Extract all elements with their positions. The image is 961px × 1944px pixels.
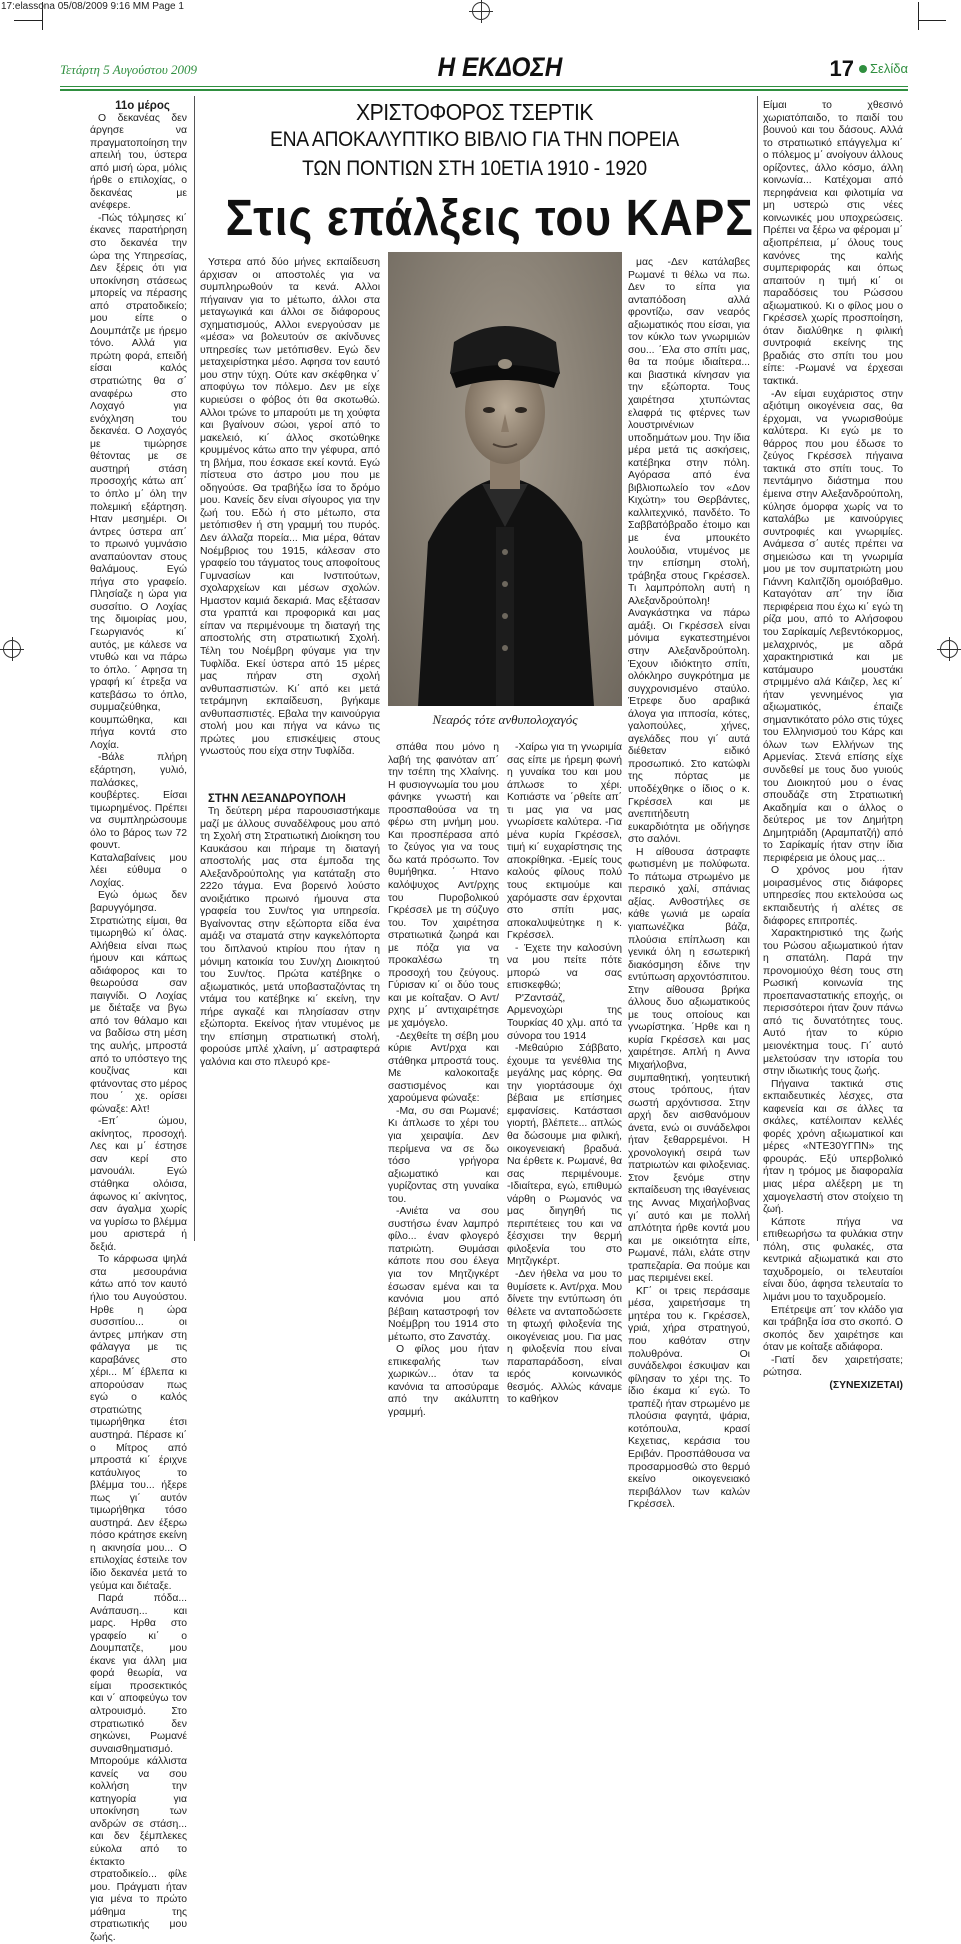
paragraph: Εγώ όμως δεν βαρυγγόμησα. Στρατιώτης είμαι, θα τιμωρηθώ κι΄ όλας. Αλήθεια είναι πως ήμουν και κάπως αδιάφορος και το θεωρούσα σαν παιγνίδι. Ο Λοχίας με διέταξε να βγω από τον θάλαμο και να βαδίσω στη μέση της αυλής, μπροστά από το υπόστεγο της κουζίνας και φτάνοντας στο μέρος που ΄ χε. ορίσει φώναξε: Αλτ! bbox=[90, 890, 187, 1115]
paragraph: -Αν είμαι ευχάριστος στην αξιότιμη οικογένεια σας, θα έρχομαι, να γνωρισθούμε καλύτερα. Κι εγώ με το θάρρος που μου έδωσε το ζεύγος Γκρέσσελ πήγαινα τακτικά στο σπίτι τους. Το πεντάμηνο διάστημα που έμεινα στην Αλεξανδρούπολη, κύλησε όμορφα χωρίς να το καταλάβω με καινούργιες συντροφιές και γνωριμίες. Ανάμεσα σ΄ αυτές πρέπει να σημειώσω και τη γνωριμία μου με τον συμπατριώτη μου Γιάννη Καλιτζίδη ομοιόβαθμο. Καταγόταν απ΄ την ίδια περιφέρεια που έχω κι΄ εγώ τη ρίζα μου, από το Αλήσοφου του Σαρίκαμίς Λεβεντόκορμος, μελαχρινός, με αδρά χαρακτηριστικά και με κατάμαυρο μουστάκι στριμμένο αλά Κάιζερ, λες κι΄ ήταν γεννημένος για αξιωματικός, έπαιζε σημαντικότατο ρόλο στις τύχες του Ελληνισμού του Κάρς και όλων των Ελλήνων της Αρμενίας. Στενά επίσης είχε συνδεθεί με τους δυο γυιούς του Διοικητού μου ο ένας σπουδάζε στη Στρατιωτική Ακαδημία και ο άλλος ο δεύτερος με τον Δημήτρη Δημητριάδη (Αραμπατζή) από το Σαρίκαμίς ήταν στην ίδια περιφέρεια με όλους μας... bbox=[763, 388, 903, 864]
paragraph: -Ανιέτα να σου συστήσω έναν λαμπρό φίλο... έναν φλογερό πατριώτη. Θυμάσαι κάποτε που σου έλεγα για τον Μητζιγκέρτ έσωσαν εμένα και τα κανόνια μου από βέβαιη καταστροφή τον Νοέμβρη του 1914 στο μέτωπο, στο Ζανστάχ. bbox=[388, 1206, 499, 1343]
column-divider bbox=[194, 96, 195, 1241]
paragraph: Το κάρφωσα ψηλά στα μεσουράνια κάτω από τον καυτό ήλιο του Αυγούστου. Ηρθε η ώρα συσσιτίου... οι άντρες μπήκαν στη φάλαγγα με τις καραβάνες στο χέρι... Μ΄ έβλεπα κι απορούσαν πως εγώ ο καλός στρατιώτης τιμωρήθηκα έτσι αυστηρά. Πέρασε κι΄ ο Μίτρος από μπροστά κι΄ έριχνε κατάυλιγος το βλέμμα του... ήξερε πως γι΄ αυτόν τιμωρήθηκα τόσο αυστηρά. Δεν έξερω πόσο κράτησε εκείνη η ακινησία μου... Ο επιλοχίας έστειλε τον ίδιο δεκανέα μετά το γεύμα και διέταξε. bbox=[90, 1254, 187, 1592]
crop-mark bbox=[42, 2, 43, 30]
page-word: Σελίδα bbox=[870, 61, 908, 76]
article-author: ΧΡΙΣΤΟΦΟΡΟΣ ΤΣΕΡΤΙΚ bbox=[355, 99, 594, 125]
paragraph: Ο χρόνος μου ήταν μοιρασμένος στις διάφορες υπηρεσίες που εκτελούσα ως εκπαιδευτής ή αλέτες σε διάφορες επιτροπές. bbox=[763, 865, 903, 927]
page-number: 17 bbox=[829, 56, 855, 81]
portrait-illustration bbox=[388, 252, 622, 706]
page-header bbox=[60, 52, 908, 86]
paragraph: Είμαι το χθεσινό χωριατόπαιδο, το παιδί του βουνού και του δάσους. Αλλά το στρατιωτικό επάγγελμα κι΄ ο πόλεμος μ΄ ανοίγουν άλλους ορίζοντες, άλλο κόσμο, άλλη κοινωνία... Κατέχομαι από περηφάνεια και φιλοτιμία να μη υστερώ στις νέες κοινωνικές μου υποχρεώσεις. Πρέπει να ξέρω να φέρομαι μ΄ αξιοπρέπεια, μ΄ όλους τους κανόνες της καλής συμπεριφοράς και όπως απαιτούν η τιμή κι΄ οι παραδόσεις του Ρώσσου αξιωματικού. Κι ο φίλος μου ο Γκρέσσελ χωρίς προσποίηση, όταν διαλύθηκε η φιλική συντροφιά εκείνης της βραδιάς στο σπίτι του μου είπε: -Ρωμανέ να έρχεσαι τακτικά. bbox=[763, 100, 903, 388]
paragraph: ΚΓ΄ οι τρεις περάσαμε μέσα, χαιρετήσαμε τη μητέρα του κ. Γκρέσσελ, γριά, χήρα στρατηγού, που καθόταν στην πολυθρόνα. Οι συνάδελφοι έσκυψαν και φίλησαν το χέρι της. Το ίδιο έκαμα κι΄ εγώ. Το τραπέζι ήταν στρωμένο με πλούσια φαγητά, ψάρια, κοτόπουλα, κρασί Κεχετιας, κεράσια του Εριβάν. Προσπάθουσα να προσαρμοσθώ στο θερμό εκείνο οικογενειακό περιβάλλον των καλών Γκρέσσελ. bbox=[628, 1285, 750, 1511]
crop-mark bbox=[918, 20, 946, 21]
article-column-2-upper bbox=[200, 257, 380, 791]
paragraph: Χαρακτηριστικό της ζωής του Ρώσου αξιωματικού ήταν η σπατάλη. Παρά την προνομιούχο θέση τους στη Ρωσική κοινωνία της προεπαναστατικής εποχής, οι περισσότεροι ήταν ζουν πάνω από τις δυνατότητες τους. Αυτό ήταν το κύριο μειονέκτημα τους. Γι΄ αυτό μελετούσαν την ιστορία του στην ιδιωτικής τους ζωής. bbox=[763, 928, 903, 1078]
paragraph: σπάθα που μόνο η λαβή της φαινόταν απ΄ την τσέπη της Χλαίνης. Η φυσιογνωμία του μου φάνηκε γνωστή και προσπαθούσα να τη φέρω στη μνήμη μου. Και προσπέρασα από το ζεύγος για να τους δω κατά πρόσωπο. Τον θυμήθηκα. ΄ Ητανο καλόψυχος Αντ/ρχης του Πυροβολικού Γκρέσσελ με τη σύζυγο του. Τον χαιρέτησα στρατιωτικά ζωηρά και με πόζα για να προκαλέσω τη προσοχή του ζεύγους. Γύρισαν κι΄ οι δύο τους και με κοίταξαν. Ο Αντ/ρχης μ΄ αντιχαιρέτησε με χαμόγελο. bbox=[388, 742, 499, 1030]
paragraph: -Βάλε πλήρη εξάρτηση, γυλιό, παλάσκες, κουβέρτες. Είσαι τιμωρημένος. Πρέπει να συμπληρώσουμε όλο το βάρος των 72 φουντ. Καταλαβαίνεις μου λέει εύθυμα ο Λοχίας. bbox=[90, 752, 187, 889]
paragraph: Υστερα από δύο μήνες εκπαίδευση άρχισαν οι αποστολές για να συμπληρωθούν τα κενά. Αλλοι πήγαιναν για το μέτωπο, άλλοι στα μεταγωγικά και άλλοι σε διάφορους σχηματισμούς, Αλλοι ενεργούσαν με «μέσα» να βολευτούν σε ακίνδυνες υπηρεσίες των μετόπισθεν. Εγώ δεν μεταχειρίστηκα μέσο. Αφησα τον εαυτό μου στην τύχη. Ούτε καν σκέφθηκα ν΄ αποφύγω τον πόλεμο. Δεν με είχε κυριεύσει ο φόβος ότι θα σκοτωθώ. Αλλοι τρώνε το μπαρούτι με τη χούφτα και βγαίνουν σώοι, γεροί από το μακελειό, κι΄ άλλος σκοτώθηκε κρυμμένος κάτω απο την γέφυρα, από τη βλήμα, που έσκασε εκεί κοντά. Εγώ πίστευα στο άστρο μου που με οδηγούσε. Θα τραβήξω ίσα το δρόμο μου. Κανείς δεν είναι σίγουρος για την ζωή του. Εδώ ή στο μέτωπο, στα μετόπισθεν ή στη γραμμή του πυρός. Δεν άλλαζα πορεία... Μια μέρα, θάταν Νοέμβριος του 1915, κάλεσαν στο γραφείο του τάγματος τους αποφοίτους Γυμνασίων και Ινστιτούτων, σχολαρχείων και μέσων σχολών. Ημαστον καμιά δεκαριά. Μας εξέτασαν στα γραπτά και προφορικά και μας είπαν να περιμένουμε τη διαταγή της αποστολής στη στρατιωτική Σχολή. Τέλη του Νοέμβρη φύγαμε για την Τυφλίδα. Εκεί ύστερα από 15 μέρες μας πήραν στη σχολή ανθυπασπιστών. Κι΄ από κει μετά τετράμηνη εκπαίδευση, βγήκαμε ανθυπασπιστές. Εβαλα την καινούργια στολή μου και πήγα να κάνω τις πρώτες μου επισκέψεις στους γνωστούς που είχα στην Τυφλίδα. bbox=[200, 257, 380, 758]
continued-label: (ΣΥΝΕΧΙΖΕΤΑΙ) bbox=[829, 1379, 903, 1391]
article-column-6 bbox=[763, 100, 903, 1391]
article-column-4 bbox=[507, 742, 622, 1406]
bullet-icon bbox=[859, 65, 867, 73]
paragraph: -Δεν ήθελα να μου το θυμίσετε κ. Αντ/ρχα. Μου δίνετε την εντύπωση ότι θέλετε να ανταποδώσετε τη φτωχή φιλοξενία της οικογένειας μου. Για μας η φιλοξενία που είναι παραπαράδοση, είναι ιερός κοινωνικός θεσμός. Αλλώς κάναμε το καθήκον bbox=[507, 1268, 622, 1406]
registration-mark-icon bbox=[472, 2, 490, 20]
paragraph: Ο δεκανέας δεν άργησε να πραγματοποίηση την απειλή του, ύστερα από μισή ώρα, μόλις ήρθε ο επιλοχίας, ο δεκανέας με ανέφερε. bbox=[90, 112, 187, 212]
paragraph: Ρ'Ζαντσάζ, Αρμενοχώρι της Τουρκίας 40 χλμ. από τα σύνορα του 1914 bbox=[507, 992, 622, 1042]
issue-date: Τετάρτη 5 Αυγούστου 2009 bbox=[60, 62, 198, 77]
paragraph: -Μα, συ σαι Ρωμανέ; Κι άπλωσε το χέρι του για χειραψία. Δεν περίμενα να σε δω τόσο γρήγορα αξιωματικό και γυρίζοντας στη γυναίκα του. bbox=[388, 1105, 499, 1205]
paragraph: Πήγαινα τακτικά στις εκπαιδευτικές λέσχες, στα καφενεία και σε άλλες τα σκάλες, κατέλοιπαν κελλές φορές χρόνη αξιωματικοί και μέρες «ΝΤΕ30ΥΓΠΝ» της φρουράς. Εξύ υπερβολικό ήταν η τρόμος με διαφοραλία μιας μέρα αλέξερη με τη χαμογελαστή στον στοίχειο τη ζωή. bbox=[763, 1078, 903, 1216]
paragraph: -Επ΄ ώμου, ακίνητος, προσοχή. Λες και μ΄ έστησε σαν κερί στο μανουάλι. Εγώ στάθηκα ολόισα, άφωνος κι΄ ακίνητος, σαν άγαλμα χωρίς να γυρίσω το βλέμμα μου αριστερά ή δεξιά. bbox=[90, 1116, 188, 1253]
article-subtitle-line-1: ΕΝΑ ΑΠΟΚΑΛΥΠΤΙΚΟ ΒΙΒΛΙΟ ΓΙΑ ΤΗΝ ΠΟΡΕΙΑ bbox=[269, 128, 680, 151]
paragraph: Η αίθουσα άστραφτε φωτισμένη με πολύφωτα. Το πάτωμα στρωμένο με περσικό χαλί, σπάνιας αξίας. Ανθοστήλες σε κάθε γωνιά με ωραία γιαπωνέζικα βάζα, πλούσια επίπλωση και γενικά όλη η εσωτερική διακόσμηση έδινε την εντύπωση αρχοντόσπιτου. Στην αίθουσα βρήκα άλλους δυο αξιωματικούς με τους οποίους και γνωρίστηκα. ΄Ηρθε και η κυρία Γκρέσσελ και μας χαιρέτησε. Απλή η Αννα Μιχαήλοβνα, συμπαθητική, γοητευτική στους τρόπους, ήταν σωστή αρχόντισσα. Στην αρχή δεν αισθανόμουν άνετα, ενώ οι συνάδελφοι ήταν ξεθαρρεμένοι. Η χρονολογική σειρά των πατριωτών και φιλοξενιας. Στον ξενόμε στην εκπαίδευση της ιθαγένειας της Αννας Μιχαήλοβνας γι΄ αυτό και με πολλή απλότητα ήρθε κοντά μου και με οικειότητα είπε, Ρωμανέ, πάλι, ελάτε στην τραπεζαρία. Θα πούμε και μας περιμένει εκεί. bbox=[628, 846, 750, 1285]
crop-mark bbox=[918, 2, 919, 30]
article-column-2-lower bbox=[200, 793, 380, 1248]
paragraph: Κάποτε πήγα να επιθεωρήσω τα φυλάκια στην πόλη, στις φυλακές, στα κεντρικά αξιωματικά και στο ταχυδρομείο, οι τελευταίοι είναι δύο, άφησα τελευταία το λιμάνι μου το ταχυδρομείο. bbox=[763, 1216, 903, 1303]
article-column-5 bbox=[628, 257, 750, 1511]
registration-mark-icon bbox=[940, 640, 958, 658]
header-rule bbox=[60, 89, 908, 91]
paragraph: Ο φίλος μου ήταν επικεφαλής των χωρικών... όταν τα κανόνια τα αποσύραμε από την ακάλυπτη γραμμή. bbox=[388, 1344, 499, 1418]
paragraph: -Μεθαύριο Σάββατο, έχουμε τα γενέθλια της μεγάλης μας κόρης. Θα την γιορτάσουμε όχι βέβαια με επίσημες εμφανίσεις. Κατάστασι γιορτή, βλέπετε... απλώς θα δώσουμε μια φιλική, οικογενειακή βραδυά. Να έρθετε κ. Ρωμανέ, θα σας περιμένουμε. -Ιδιαίτερα, εγώ, επιθυμώ νάρθη ο Ρωμανός να μας διηγηθή τις περιπέτειες του και να ξέσχισει την θερμή φιλοξενία του στο Μητζιγκέρτ. bbox=[507, 1043, 622, 1268]
paragraph: -Γιατί δεν χαιρετήσατε; ρώτησα. bbox=[763, 1354, 903, 1379]
section-heading: ΣΤΗΝ ΛΕΞΑΝΔΡΟΥΠΟΛΗ bbox=[208, 793, 346, 805]
crop-mark bbox=[14, 20, 42, 21]
paragraph: Επέτρεψε απ΄ τον κλάδο για και τράβηξα ίσα στο σκοπό. Ο σκοπός δεν χαιρέτησε και όταν με κοίταξε αδιάφορα. bbox=[763, 1304, 903, 1354]
paragraph: - Έχετε την καλοσύνη να μου πείτε πότε μπορώ να σας επισκεφθώ; bbox=[507, 942, 622, 992]
paragraph: -Πώς τόλμησες κι΄ έκανες παρατήρηση στο δεκανέα την ώρα της Υπηρεσίας, Δεν ξέρεις ότι για υποκίνηση στάσεως μπορείς να πέρασης από στρατοδικείο; μου είπε ο Δουμπάτζε με ήρεμο τόνο. Αλλά για πρώτη φορά, επειδή είσαι καλός στρατιώτης θα σ΄ αναφέρω στο Λοχαγό για ενόχληση του δεκανέα. Ο Λοχαγός με τιμώρησε θέτοντας με σε αυστηρή στάση προσοχής κάτω απ΄ το όπλο μ΄ όλη την πολεμική εξάρτηση. Ηταν μεσημέρι. Οι άντρες ύστερα απ΄ το πρωινό γυμνάσιο αναπαύονταν στους θαλάμους. Εγώ πήγα στο γραφείο. Πλησίαζε η ώρα για συσσίτιο. Ο Λοχίας της διμοιρίας μου, Γεωργιανός κι΄ αυτός, με κάλεσε να ντυθώ και να πάρω το όπλο. ΄ Αφησα τη γραφή κι΄ έτρεξα να κατεβάσω το όπλο, συμμαζεύθηκα, κουμπώθηκα, και πήγα κοντά στο Λοχία. bbox=[90, 212, 187, 751]
paragraph: Παρά πόδα... Ανάπαυση... και μαρς. Ηρθα στο γραφείο κι΄ ο Δουμπατζε, μου έκανε για άλλη μια φορά θεωρία, να είμαι προσεκτικός και ν΄ αποφεύγω τον αλτρουισμό. Στο στρατιωτικό δεν σηκώνει, Ρωμανέ συναισθηματισμό. Μπορούμε κάλλιστα κανείς να σου κολλήση την κατηγορία για υποκίνηση των ανδρών σε στάση... και δεν ξέμπλεκες εύκολα από το έκτακτο στρατοδικείο... φίλε μου. Πράγματι ήταν για μένα το πρώτο μάθημα της στρατιωτικής μου ζωής. bbox=[90, 1593, 187, 1943]
registration-mark-icon bbox=[3, 640, 21, 658]
paragraph: -Χαίρω για τη γνωριμία σας είπε με ήρεμη φωνή η γυναίκα του και μου άπλωσε το χέρι. Κοπιάστε να ΄ρθείτε απ΄ τι μας για να μας γνωρίσετε καλύτερα. -Για μένα κυρία Γκρέσσελ, τιμή κι΄ ευχαρίστησις της αποκρίθηκα. -Εμείς τους καλούς φίλους πολύ τους εκτιμούμε και χαρόμαστε σαν έρχονται στο σπίτι μας, αποκαλυψεύτηκε η κ. Γκρέσσελ. bbox=[507, 742, 622, 942]
article-column-1 bbox=[90, 100, 188, 1943]
masthead: Η ΕΚΔΟΣΗ bbox=[437, 52, 563, 82]
header-rule bbox=[60, 86, 908, 87]
print-slug: 17:elassona 05/08/2009 9:16 ΜΜ Page 1 bbox=[1, 1, 184, 12]
paragraph: μας -Δεν κατάλαβες Ρωμανέ τι θέλω να πω. Δεν το είπα για ανταπόδοση αλλά φροντίζω, σαν νεαρός αξιωματικός που είσαι, για τον κύκλο των γνωριμιών σου... ΄Ελα στο σπίτι μας, θα τα πούμε ιδιαίτερα... και βιαστικά κίνησαν για την εξώπορτα. Τους χαιρέτησα χτυπώντας ελαφρά τις φτέρνες των λουστρινένιων υποδημάτων μου. Την ίδια μέρα μετά τις ασκήσεις, κατέβηκα στην πόλη. Αγόρασα από ένα βιβλιοπωλείο τον «Δον Κιχώτη» του Θερβάντες, καλλιτεχνικό, πανδέτο. Το Σαββατόβραδο έτοιμο και με ένα μπουκέτο λουλούδια, ντυμένος με την επίσημη στολή, τράβηξα στους Γκρέσσελ. Τι λαμπρόπολη αυτή η Αλεξανδρούπολη! Αναγκάστηκα να πάρω αμάξι. Οι Γκρέσσελ είναι μόνιμα εγκατεστημένοι στην Αλεξανδρούπολη. Έχουν ιδιόκτητο σπίτι, ολόκληρο συγκρότημα με συγχρονισμένο σταύλο. Έτρεφε δυο αραβικά άλογα για ιπποσία, κότες, γαλοπούλες, χήνες, αγελάδες που γι΄ αυτά διέθεταν ειδικό προσωπικό. Στο κατώφλι της πόρτας με υποδέχθηκε ο ίδιος ο κ. Γκρέσσελ και με ανεπιτήδευτη ευκαρδιότητα με οδήγησε στο σαλόνι. bbox=[628, 257, 750, 846]
article-subtitle-line-2: ΤΩΝ ΠΟΝΤΙΩΝ ΣΤΗ 10ΕΤΙΑ 1910 - 1920 bbox=[302, 157, 647, 180]
article-title: Στις επάλξεις του ΚΑΡΣ bbox=[225, 189, 754, 246]
photo-caption: Νεαρός τότε ανθυπολοχαγός bbox=[432, 712, 578, 727]
paragraph: Τη δεύτερη μέρα παρουσιαστήκαμε μαζί με άλλους συναδέλφους μου από τη Σχολή στη Στρατιωτική Διοίκηση του Καυκάσου και πήραμε τη διαταγή αποστολής μας στα έμποδα της Αλεξανδρούπολης για κατάταξη στο 222ο τάγμα. Ενα βορεινό λούστο ανοιξιάτικο πρωινό ήμουνα στα γραφεία του Συν/τος για υπηρεσία. Βγαίνοντας στην εξώπορτα είδα ένα αμάξι να σταματά στην καγκελόπορτα του διπλανού κτιρίου που ήταν η μόνιμη κατοικία του Συν/χη Διοικητού του Συν/τος. Πρώτα κατέβηκε ο αξιωματικός, μετά υποβασταζόντας τη ντάμα του κατέβηκε κι΄ εκείνη, την πήρε αγκαζέ και πλησίασαν στην εξώπορτα. Εκείνος ήταν ντυμένος με την επίσημη στρατιωτική στολή, φορούσε μπλέ χλαίνη, μ΄ αστραφτερά γαλόνια και στο πλευρό κρε- bbox=[200, 806, 380, 1068]
part-label: 11ο μέρος bbox=[115, 100, 170, 112]
article-column-3 bbox=[388, 742, 499, 1418]
paragraph: -Δεχθείτε τη σέβη μου κύριε Αντ/ρχα και στάθηκα μπροστά τους. Με καλοκοιταξε σαστισμένος και χαρούμενα φώναξε: bbox=[388, 1030, 499, 1105]
page-indicator bbox=[830, 56, 908, 82]
column-divider bbox=[757, 96, 758, 1241]
portrait-photo bbox=[388, 252, 622, 706]
